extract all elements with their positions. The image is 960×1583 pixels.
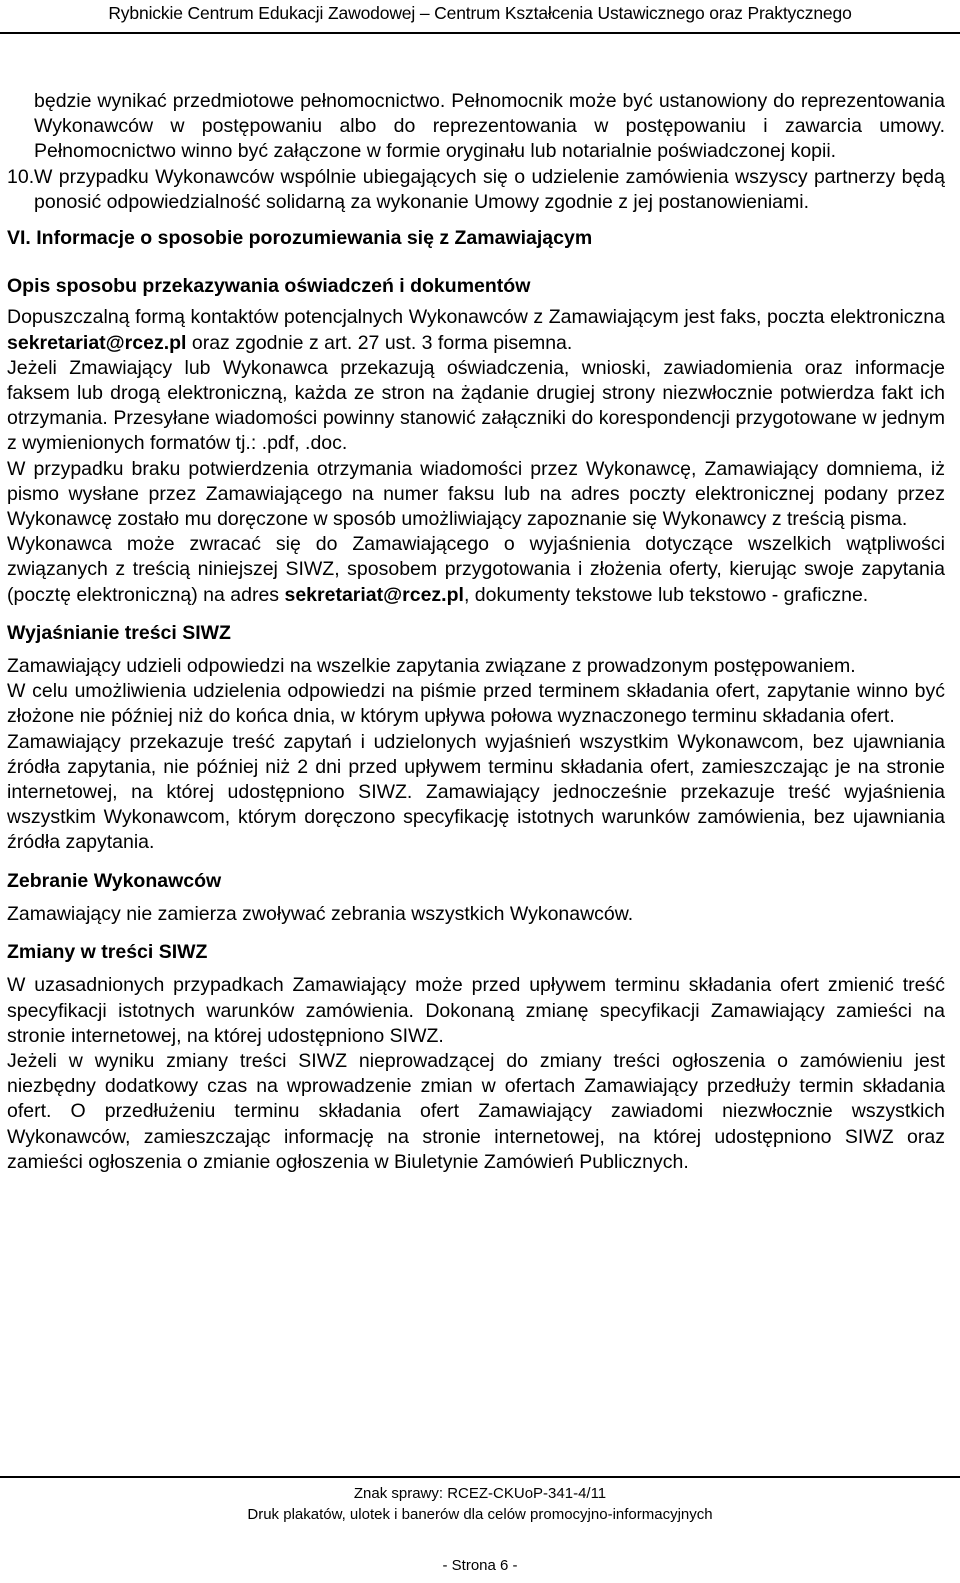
opis-p1-text-b: oraz zgodnie z art. 27 ust. 3 forma pisemna.	[186, 331, 573, 354]
opis-heading: Opis sposobu przekazywania oświadczeń i dokumentów	[7, 275, 531, 298]
item-10	[7, 165, 945, 215]
footer-subject: Druk plakatów, ulotek i banerów dla celów promocyjno-informacyjnych	[247, 1506, 713, 1523]
item-10-number: 10.	[7, 165, 35, 188]
footer-divider	[0, 1476, 960, 1478]
zebranie-paragraph-1: Zamawiający nie zamierza zwoływać zebrania wszystkich Wykonawców.	[7, 902, 634, 925]
email-link[interactable]: sekretariat@rcez.pl	[7, 331, 187, 354]
page-header	[0, 2, 960, 24]
footer-reference: Znak sprawy: RCEZ-CKUoP-341-4/11	[353, 1485, 607, 1502]
document-body	[7, 89, 945, 1175]
email-link[interactable]: sekretariat@rcez.pl	[284, 583, 464, 606]
opis-p1-text-a: Dopuszczalną formą kontaktów potencjalnych Wykonawców z Zamawiającym jest faks, poczta elektroniczna	[7, 306, 945, 329]
zebranie-heading: Zebranie Wykonawców	[7, 869, 222, 892]
item-9-continuation: będzie wynikać przedmiotowe pełnomocnictwo. Pełnomocnik może być ustanowiony do reprezentowania Wykonawców w postępowaniu albo do reprezentowania w postępowaniu i zawarcia umowy. Pełnomocnictwo winno być załączone w formie oryginału lub notarialnie poświadczonej kopii.	[34, 90, 945, 163]
opis-paragraph-1	[7, 305, 945, 355]
zmiany-paragraph-2: Jeżeli w wyniku zmiany treści SIWZ nieprowadzącej do zmiany treści ogłoszenia o zamówieniu jest niezbędny dodatkowy czas na wprowadzenie zmian w ofertach Zamawiający przedłuży termin składania ofert. O przedłużeniu terminu składania ofert Zamawiający zawiadomi niezwłocznie wszystkich Wykonawców, zamieszczając informację na stronie internetowej, na której udostępniono SIWZ oraz zamieści ogłoszenia o zmianie ogłoszenia w Biuletynie Zamówień Publicznych.	[7, 1049, 945, 1173]
section-title: VI. Informacje o sposobie porozumiewania się z Zamawiającym	[7, 227, 593, 250]
opis-p4-text-a: Wykonawca może zwracać się do Zamawiającego o wyjaśnienia dotyczące wszelkich wątpliwości związanych z treścią niniejszej SIWZ, sposobem przygotowania i złożenia oferty, kierując swoje zapytania (pocztę elektroniczną) na adres	[7, 533, 945, 606]
item-10-text: W przypadku Wykonawców wspólnie ubiegających się o udzielenie zamówienia wszyscy partnerzy będą ponosić odpowiedzialność solidarną za wykonanie Umowy zgodnie z jej postanowieniami.	[34, 165, 945, 213]
opis-paragraph-4	[7, 532, 945, 608]
zmiany-heading: Zmiany w treści SIWZ	[7, 941, 208, 964]
zmiany-paragraph-1: W uzasadnionych przypadkach Zamawiający może przed upływem terminu składania ofert zmienić treść specyfikacji istotnych warunków zamówienia. Dokonaną zmianę specyfikacji Zamawiający zamieści na stronie internetowej, na której udostępniono SIWZ.	[7, 974, 945, 1047]
wyjasnianie-heading: Wyjaśnianie treści SIWZ	[7, 621, 231, 644]
page-number: - Strona 6 -	[442, 1557, 518, 1574]
wyjasnianie-paragraph-2: W celu umożliwienia udzielenia odpowiedzi na piśmie przed terminem składania ofert, zapytanie winno być złożone nie później niż do końca dnia, w którym upływa połowa wyznaczonego terminu składania ofert.	[7, 680, 945, 728]
wyjasnianie-paragraph-1: Zamawiający udzieli odpowiedzi na wszelkie zapytania związane z prowadzonym postępowaniem.	[7, 655, 856, 678]
opis-paragraph-2: Jeżeli Zmawiający lub Wykonawca przekazują oświadczenia, wnioski, zawiadomienia oraz informacje faksem lub drogą elektroniczną, każda ze stron na żądanie drugiej strony niezwłocznie potwierdza fakt ich otrzymania. Przesyłane wiadomości powinny stanowić załączniki do korespondencji przygotowane w jednym z wymienionych formatów tj.: .pdf, .doc.	[7, 356, 945, 455]
opis-p4-text-b: , dokumenty tekstowe lub tekstowo - graficzne.	[463, 583, 869, 606]
header-divider	[0, 32, 960, 34]
wyjasnianie-paragraph-3: Zamawiający przekazuje treść zapytań i udzielonych wyjaśnień wszystkim Wykonawcom, bez ujawniania źródła zapytania, nie później niż 2 dni przed upływem terminu składania ofert, zamieszczając je na stronie internetowej, na której udostępniono SIWZ. Zamawiający jednocześnie przekazuje treść wyjaśnienia wszystkim Wykonawcom, którym doręczono specyfikację istotnych warunków zamówienia, bez ujawniania źródła zapytania.	[7, 730, 945, 854]
header-title: Rybnickie Centrum Edukacji Zawodowej – Centrum Kształcenia Ustawicznego oraz Praktycznego	[108, 3, 852, 23]
opis-paragraph-3: W przypadku braku potwierdzenia otrzymania wiadomości przez Wykonawcę, Zamawiający domniema, iż pismo wysłane przez Zamawiającego na numer faksu lub na adres poczty elektronicznej podany przez Wykonawcę zostało mu doręczone w sposób umożliwiający zapoznanie się Wykonawcy z treścią pisma.	[7, 457, 945, 531]
